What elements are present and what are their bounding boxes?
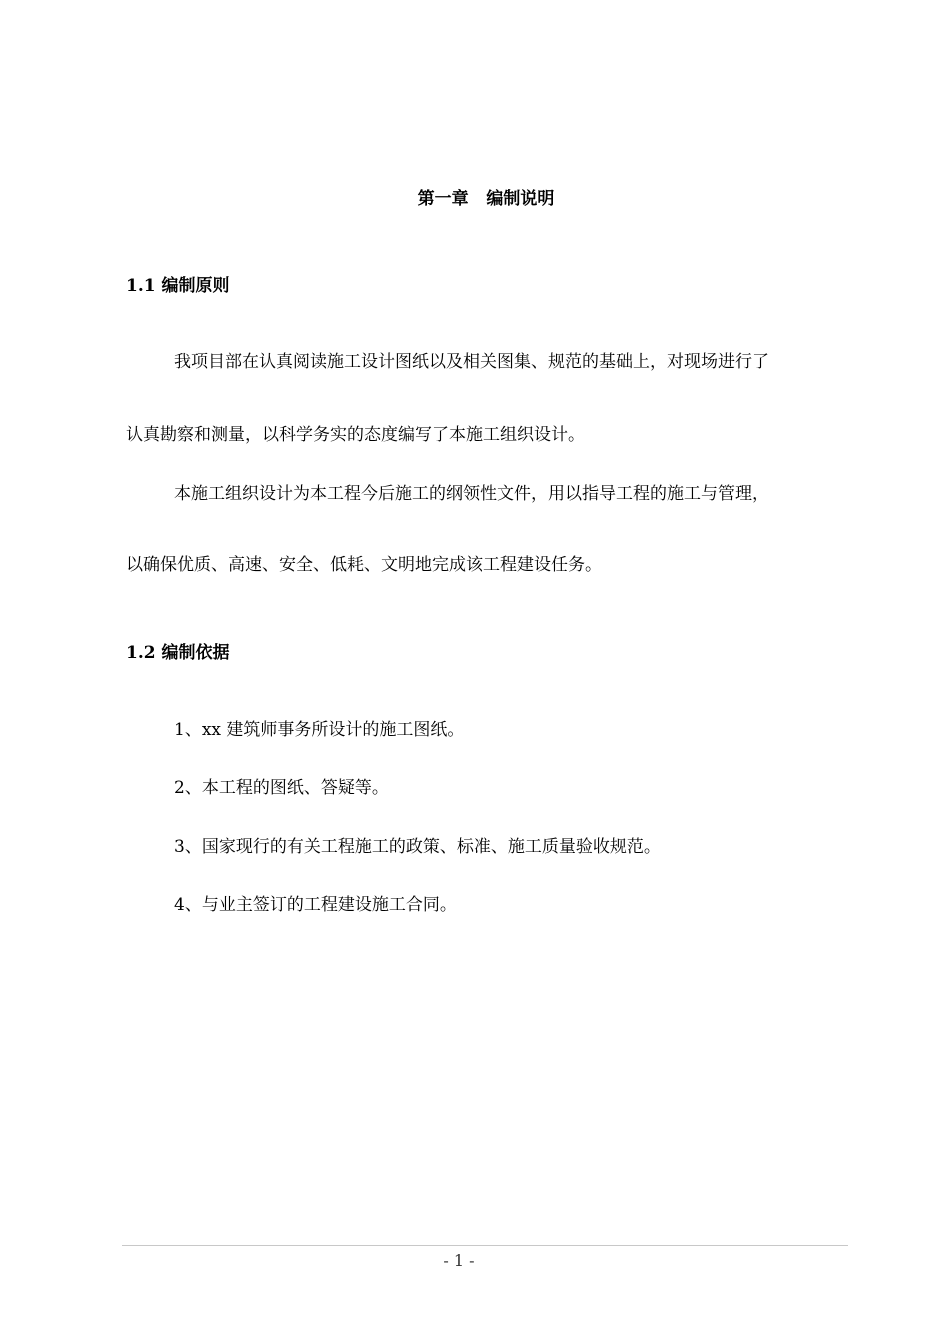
paragraph-line: 认真勘察和测量，以科学务实的态度编写了本施工组织设计。 (126, 425, 585, 445)
section-heading-1-2: 1.2 编制依据 (126, 643, 230, 663)
section-heading-1-1: 1.1 编制原则 (126, 276, 230, 296)
list-item: 2、本工程的图纸、答疑等。 (174, 778, 389, 798)
footer-divider (122, 1245, 848, 1246)
page-number: - 1 - (443, 1251, 475, 1270)
paragraph-line: 本施工组织设计为本工程今后施工的纲领性文件，用以指导工程的施工与管理， (174, 484, 769, 504)
chapter-title: 第一章 编制说明 (417, 189, 555, 209)
paragraph-line: 以确保优质、高速、安全、低耗、文明地完成该工程建设任务。 (126, 555, 602, 575)
paragraph-line: 我项目部在认真阅读施工设计图纸以及相关图集、规范的基础上，对现场进行了 (174, 352, 769, 372)
list-item: 3、国家现行的有关工程施工的政策、标准、施工质量验收规范。 (174, 837, 661, 857)
list-item: 1、xx 建筑师事务所设计的施工图纸。 (174, 720, 465, 740)
list-item: 4、与业主签订的工程建设施工合同。 (174, 895, 457, 915)
